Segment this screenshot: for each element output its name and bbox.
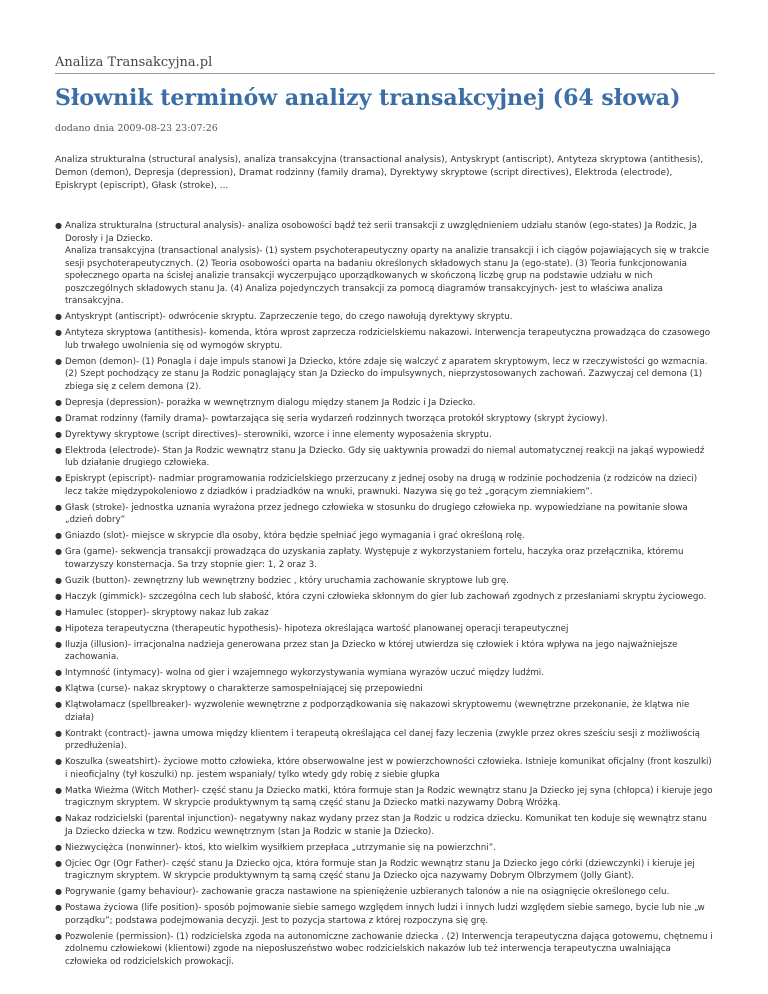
term-text: Elektroda (electrode)- Stan Ja Rodzic wewnątrz stanu Ja Dziecko. Gdy się uaktywnia prowadzi do niemal automatycznej reakcji na jakąś wypowiedź lub działanie drugiego człowieka.	[65, 445, 705, 468]
terms-list	[55, 220, 715, 972]
bullet-dot-icon: ●	[55, 639, 62, 649]
bullet-dot-icon: ●	[55, 502, 62, 512]
bullet-dot-icon: ●	[55, 531, 62, 540]
bullet-dot-icon: ●	[55, 814, 62, 823]
bullet-dot-icon: ●	[55, 785, 62, 795]
bullet-dot-icon: ●	[55, 413, 62, 423]
term-item	[55, 728, 715, 753]
term-text: Klątwa (curse)- nakaz skryptowy o charakterze samospełniającej się przepowiedni	[65, 684, 423, 694]
bullet-dot-icon: ●	[55, 842, 62, 852]
term-text: Haczyk (gimmick)- szczególna cech lub słabość, która czyni człowieka skłonnym do gier lub zachowań zgodnych z przesłaniami skryptu życiowego.	[65, 591, 707, 602]
bullet-dot-icon: ●	[55, 575, 62, 585]
term-text: Antyteza skryptowa (antithesis)- komenda, która wprost zaprzecza rodzicielskiemu nakazowi. Interwencja terapeutyczna prowadząca do czasowego lub trwałego uwolnienia się od wymogów skryptu.	[65, 328, 711, 351]
term-item	[55, 575, 715, 588]
bullet-dot-icon: ●	[55, 728, 62, 738]
bullet-dot-icon: ●	[55, 757, 62, 766]
bullet-dot-icon: ●	[55, 931, 62, 941]
term-item	[55, 220, 715, 308]
term-text: Pozwolenie (permission)- (1) rodzicielska zgoda na autonomiczne zachowanie dziecka . (2) Interwencja terapeutyczna dająca gotowemu, chętnemu i zdolnemu człowiekowi (klientowi) zgode na nieposłuszeństwo wobec rodzicielskich nakazów lub też interwencja terapeutyczna uwalniająca człowieka od rodzicielskich prowokacji.	[65, 931, 713, 967]
bullet-dot-icon: ●	[55, 429, 62, 439]
term-text: Analiza strukturalna (structural analysis)- analiza osobowości bądź też serii transakcji z uwzględnieniem udziału stanów (ego-states) Ja Rodzic, Ja Dorosły i Ja Dziecko. Analiza transakcyjna (transactional analysis)- (1) system psychoterapeutyczny oparty na analizie transakcji i ich ciągów pojawiających się w trakcie sesji psychoterapeutycznych. (2) Teoria osobowości oparta na badaniu określonych składowych stanu Ja (ego-state). (3) Teoria funkcjonowania społecznego oparta na ścisłej analizie transakcji wyczerpująco uporządkowanych w skończoną liczbę grup na podstawie udziału w nich poszczególnych składowych stanu Ja. (4) Analiza pojedynczych transakcji za pomocą diagramów transakcyjnych- jest to właściwa analiza transakcyjna.	[65, 221, 710, 306]
term-item	[55, 813, 715, 838]
site-name[interactable]: Analiza Transakcyjna.pl	[55, 55, 715, 74]
bullet-dot-icon: ●	[55, 328, 62, 337]
bullet-dot-icon: ●	[55, 445, 62, 455]
article-summary: Analiza strukturalna (structural analysis), analiza transakcyjna (transactional analysis), Antyskrypt (antiscript), Antyteza skryptowa (antithesis), Demon (demon), Depresja (depression), Dramat rodzinny (family drama), Dyrektywy skryptowe (script directives), Elektroda (electrode), Episkrypt (episcript), Głask (stroke), ...	[55, 155, 704, 191]
bullet-dot-icon: ●	[55, 356, 62, 366]
term-text: Intymność (intymacy)- wolna od gier i wzajemnego wykorzystywania wymiana wyrazów uczuć między ludźmi.	[65, 668, 544, 678]
term-item	[55, 623, 715, 636]
term-text: Koszulka (sweatshirt)- życiowe motto człowieka, które obserwowalne jest w powierzchowności człowieka. Istnieje komunikat oficjalny (front koszulki) i nieoficjalny (tył koszulki) np. jestem wspaniały/ tylko wtedy gdy robię z siebie głupka	[65, 757, 712, 780]
term-item	[55, 327, 715, 352]
term-text: Gniazdo (slot)- miejsce w skrypcie dla osoby, która będzie spełniać jego wymagania i grać określoną rolę.	[65, 531, 525, 541]
term-text: Niezwyciężca (nonwinner)- ktoś, kto wielkim wysiłkiem przepłaca „utrzymanie się na powierzchni”.	[65, 842, 496, 853]
term-item	[55, 756, 715, 781]
bullet-dot-icon: ●	[55, 858, 62, 868]
bullet-dot-icon: ●	[55, 887, 62, 896]
term-text: Dramat rodzinny (family drama)- powtarzająca się seria wydarzeń rodzinnych tworząca protokół skryptowy (skrypt życiowy).	[65, 413, 608, 424]
term-text: Pogrywanie (gamy behaviour)- zachowanie gracza nastawione na spieniężenie uzbieranych talonów a nie na osiągnięcie określonego celu.	[65, 887, 670, 897]
term-text: Postawa życiowa (life position)- sposób pojmowanie siebie samego względem innych ludzi i innych ludzi względem siebie samego, bycie lub nie „w porządku”; podstawa podejmowania decyzji. Jest to pozycja startowa z której rozpoczyna się grę.	[65, 903, 705, 926]
term-text: Iluzja (illusion)- irracjonalna nadzieja generowana przez stan Ja Dziecko w której utwierdza się człowiek i która wpływa na jego najważniejsze zachowania.	[65, 639, 678, 662]
term-text: Gra (game)- sekwencja transakcji prowadząca do uzyskania zapłaty. Występuje z wykorzystaniem fortelu, haczyka oraz przełącznika, któremu towarzyszy konsternacja. Sa trzy stopnie gier: 1, 2 oraz 3.	[65, 547, 684, 570]
term-item	[55, 356, 715, 394]
term-item	[55, 546, 715, 571]
bullet-dot-icon: ●	[55, 607, 62, 617]
term-text: Nakaz rodzicielski (parental injunction)- negatywny nakaz wydany przez stan Ja Rodzic u rodzica dziecku. Komunikat ten koduje się wewnątrz stanu Ja Dziecko dziecka w tzw. Rodzicu wewnętrznym (stan Ja Rodzic w stanie Ja Dziecko).	[65, 814, 707, 837]
term-text: Depresja (depression)- porażka w wewnętrznym dialogu między stanem Ja Rodzic i Ja Dziecko.	[65, 397, 476, 408]
term-item	[55, 902, 715, 927]
term-text: Guzik (button)- zewnętrzny lub wewnętrzny bodziec , który uruchamia zachowanie skryptowe lub grę.	[65, 575, 509, 586]
term-item	[55, 429, 715, 442]
bullet-dot-icon: ●	[55, 474, 62, 483]
term-text: Hipoteza terapeutyczna (therapeutic hypothesis)- hipoteza określająca wartość planowanej operacji terapeutycznej	[65, 623, 569, 634]
term-text: Demon (demon)- (1) Ponagla i daje impuls stanowi Ja Dziecko, które zdaje się walczyć z aparatem skryptowym, lecz w rzeczywistości go wzmacnia. (2) Szept pochodzący ze stanu Ja Rodzic ponaglający stan Ja Dziecko do impulsywnych, nieprzystosowanych zachowań. Zazwyczaj cel demona (1) zbiega się z celem demona (2).	[65, 356, 708, 392]
term-item	[55, 311, 715, 324]
term-text: Dyrektywy skryptowe (script directives)- sterowniki, wzorce i inne elementy wyposażenia skryptu.	[65, 429, 492, 440]
bullet-dot-icon: ●	[55, 668, 62, 677]
term-item	[55, 639, 715, 664]
post-date: dodano dnia 2009-08-23 23:07:26	[55, 123, 218, 134]
term-item	[55, 413, 715, 426]
bullet-dot-icon: ●	[55, 221, 62, 230]
term-item	[55, 842, 715, 855]
term-text: Hamulec (stopper)- skryptowy nakaz lub zakaz	[65, 607, 269, 618]
term-text: Matka Wieżma (Witch Mother)- część stanu Ja Dziecko matki, która formuje stan Ja Rodzic wewnątrz stanu Ja Dziecko jej syna (chłopca) i kieruje jego tragicznym skryptem. W skrypcie produktywnym tą samą część stanu Ja Dziecko matki nazywamy Dobrą Wróżką.	[65, 785, 713, 808]
term-item	[55, 886, 715, 899]
term-text: Antyskrypt (antiscript)- odwrócenie skryptu. Zaprzeczenie tego, do czego nawołują dyrektywy skryptu.	[65, 312, 513, 322]
bullet-dot-icon: ●	[55, 547, 62, 556]
term-item	[55, 699, 715, 724]
term-item	[55, 473, 715, 498]
term-item	[55, 502, 715, 527]
bullet-dot-icon: ●	[55, 397, 62, 407]
bullet-dot-icon: ●	[55, 591, 62, 601]
term-text: Głask (stroke)- jednostka uznania wyrażona przez jednego człowieka w stosunku do drugiego człowieka np. wypowiedziane na powitanie słowa „dzień dobry”	[65, 502, 688, 525]
term-item	[55, 683, 715, 696]
term-item	[55, 530, 715, 543]
term-item	[55, 858, 715, 883]
term-item	[55, 445, 715, 470]
term-text: Klątwołamacz (spellbreaker)- wyzwolenie wewnętrzne z podporządkowania się nakazowi skryptowemu (wewnętrzne przekonanie, że klątwa nie działa)	[65, 700, 690, 723]
term-item	[55, 607, 715, 620]
term-item	[55, 785, 715, 810]
term-text: Episkrypt (episcript)- nadmiar programowania rodzicielskiego przerzucany z jednej osoby na drugą w rodzinie pochodzenia (z rodziców na dzieci) lecz także międzypokoleniowo z dziadków i pradziadków na wnuki, prawnuki. Nazywa się go też „gorącym ziemniakiem”.	[65, 474, 698, 497]
page-title[interactable]: Słownik terminów analizy transakcyjnej (64 słowa)	[55, 85, 681, 111]
bullet-dot-icon: ●	[55, 623, 62, 633]
bullet-dot-icon: ●	[55, 700, 62, 709]
bullet-dot-icon: ●	[55, 312, 62, 321]
bullet-dot-icon: ●	[55, 903, 62, 912]
term-item	[55, 591, 715, 604]
term-text: Ojciec Ogr (Ogr Father)- część stanu Ja Dziecko ojca, która formuje stan Ja Rodzic wewnątrz stanu Ja Dziecko jego córki (dziewczynki) i kieruje jej tragicznym skryptem. W skrypcie produktywnym tą samą część stanu Ja Dziecko ojca nazywamy Dobrym Olbrzymem (Jolly Giant).	[65, 858, 695, 881]
term-text: Kontrakt (contract)- jawna umowa między klientem i terapeutą określająca cel danej fazy leczenia (zwykle przez okres sześciu sesji z możliwością przedłużenia).	[65, 728, 700, 751]
bullet-dot-icon: ●	[55, 684, 62, 693]
term-item	[55, 397, 715, 410]
term-item	[55, 667, 715, 680]
term-item	[55, 931, 715, 969]
